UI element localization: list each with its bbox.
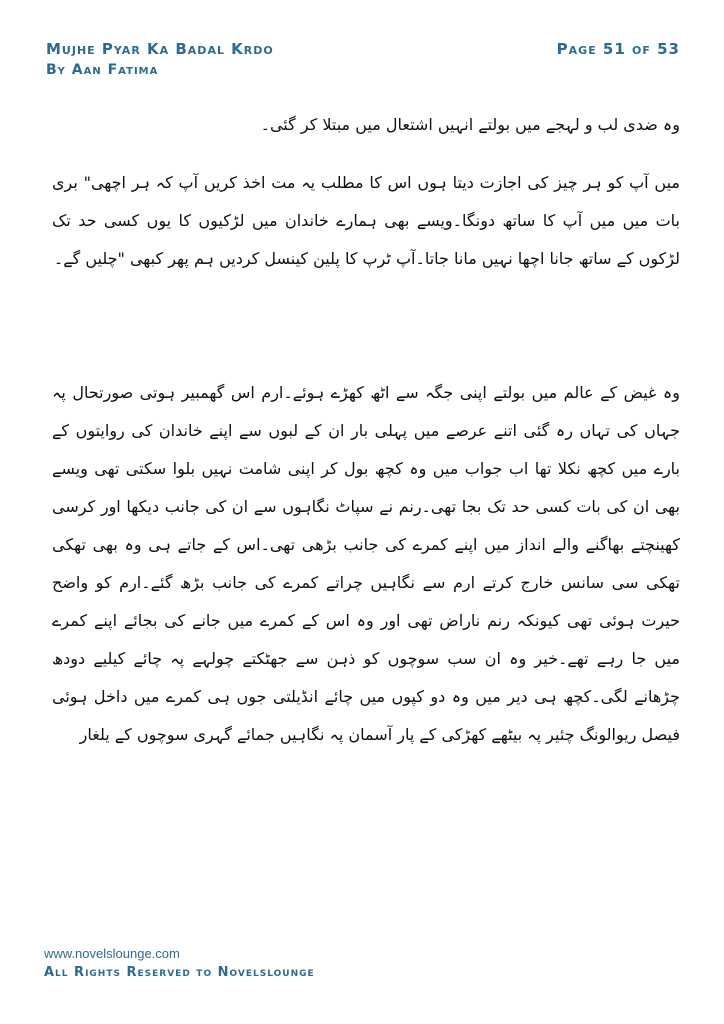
page-header <box>46 40 680 90</box>
website-link[interactable]: www.novelslounge.com <box>44 946 180 961</box>
paragraph: وہ ضدی لب و لہجے میں بولتے انہیں اشتعال میں مبتلا کر گئی۔ <box>260 115 680 134</box>
paragraph: وہ غیض کے عالم میں بولتے اپنی جگہ سے اٹھ کھڑے ہوئے۔ارم اس گھمبیر ہوتی صورتحال پہ جہاں کی تہاں رہ گئی اتنے عرصے میں پہلی بار ان کے لبوں سے اپنے خاندان کی روایتوں کے بارے میں کچھ نکلا تھا اب جواب میں وہ کچھ بول کر اپنی شامت نہیں بلوا سکتی تھی ویسے بھی ان کی بات کسی حد تک بجا تھی۔رنم نے سپاٹ نگاہوں سے ان کی جانب دیکھا اور کرسی کھینچتے بھاگنے والے انداز میں اپنے کمرے کی جانب بڑھی تھی۔اس کے جاتے ہی وہ بھی تھکی تھکی سی سانس خارج کرتے ارم سے نگاہیں چراتے کمرے کی جانب بڑھ گئے۔ارم کو واضح حیرت ہوئی تھی کیونکہ رنم ناراض تھی اور وہ اس کے کمرے میں جانے کی بجائے اپنے کمرے میں جا رہے تھے۔خیر وہ ان سب سوچوں کو ذہن سے جھٹکتے چولہے پہ چائے کیلیے دودھ چڑھانے لگی۔کچھ ہی دیر میں وہ دو کپوں میں چائے انڈیلتی جوں ہی کمرے میں داخل ہوئی فیصل ریوالونگ چئیر پہ بیٹھے کھڑکی کے پار آسمان پہ نگاہیں جمائے گہری سوچوں کے یلغار <box>52 383 680 744</box>
paragraph: میں آپ کو ہر چیز کی اجازت دیتا ہوں اس کا مطلب یہ مت اخذ کریں آپ کہ ہر اچھی" بری بات میں میں آپ کا ساتھ دونگا۔ویسے بھی ہمارے خاندان میں لڑکیوں کا یوں کسی حد تک لڑکوں کے ساتھ جانا اچھا نہیں مانا جاتا۔آپ ٹرپ کا پلین کینسل کردیں ہم پھر کبھی "چلیں گے۔ <box>52 173 680 268</box>
page-footer <box>44 946 315 982</box>
copyright-notice: All Rights Reserved to Novelslounge <box>44 965 315 980</box>
author-name: By Aan Fatima <box>46 62 159 78</box>
novel-text <box>52 106 680 869</box>
page-number: Page 51 of 53 <box>556 40 680 58</box>
novel-title: Mujhe Pyar Ka Badal Krdo <box>46 40 274 58</box>
